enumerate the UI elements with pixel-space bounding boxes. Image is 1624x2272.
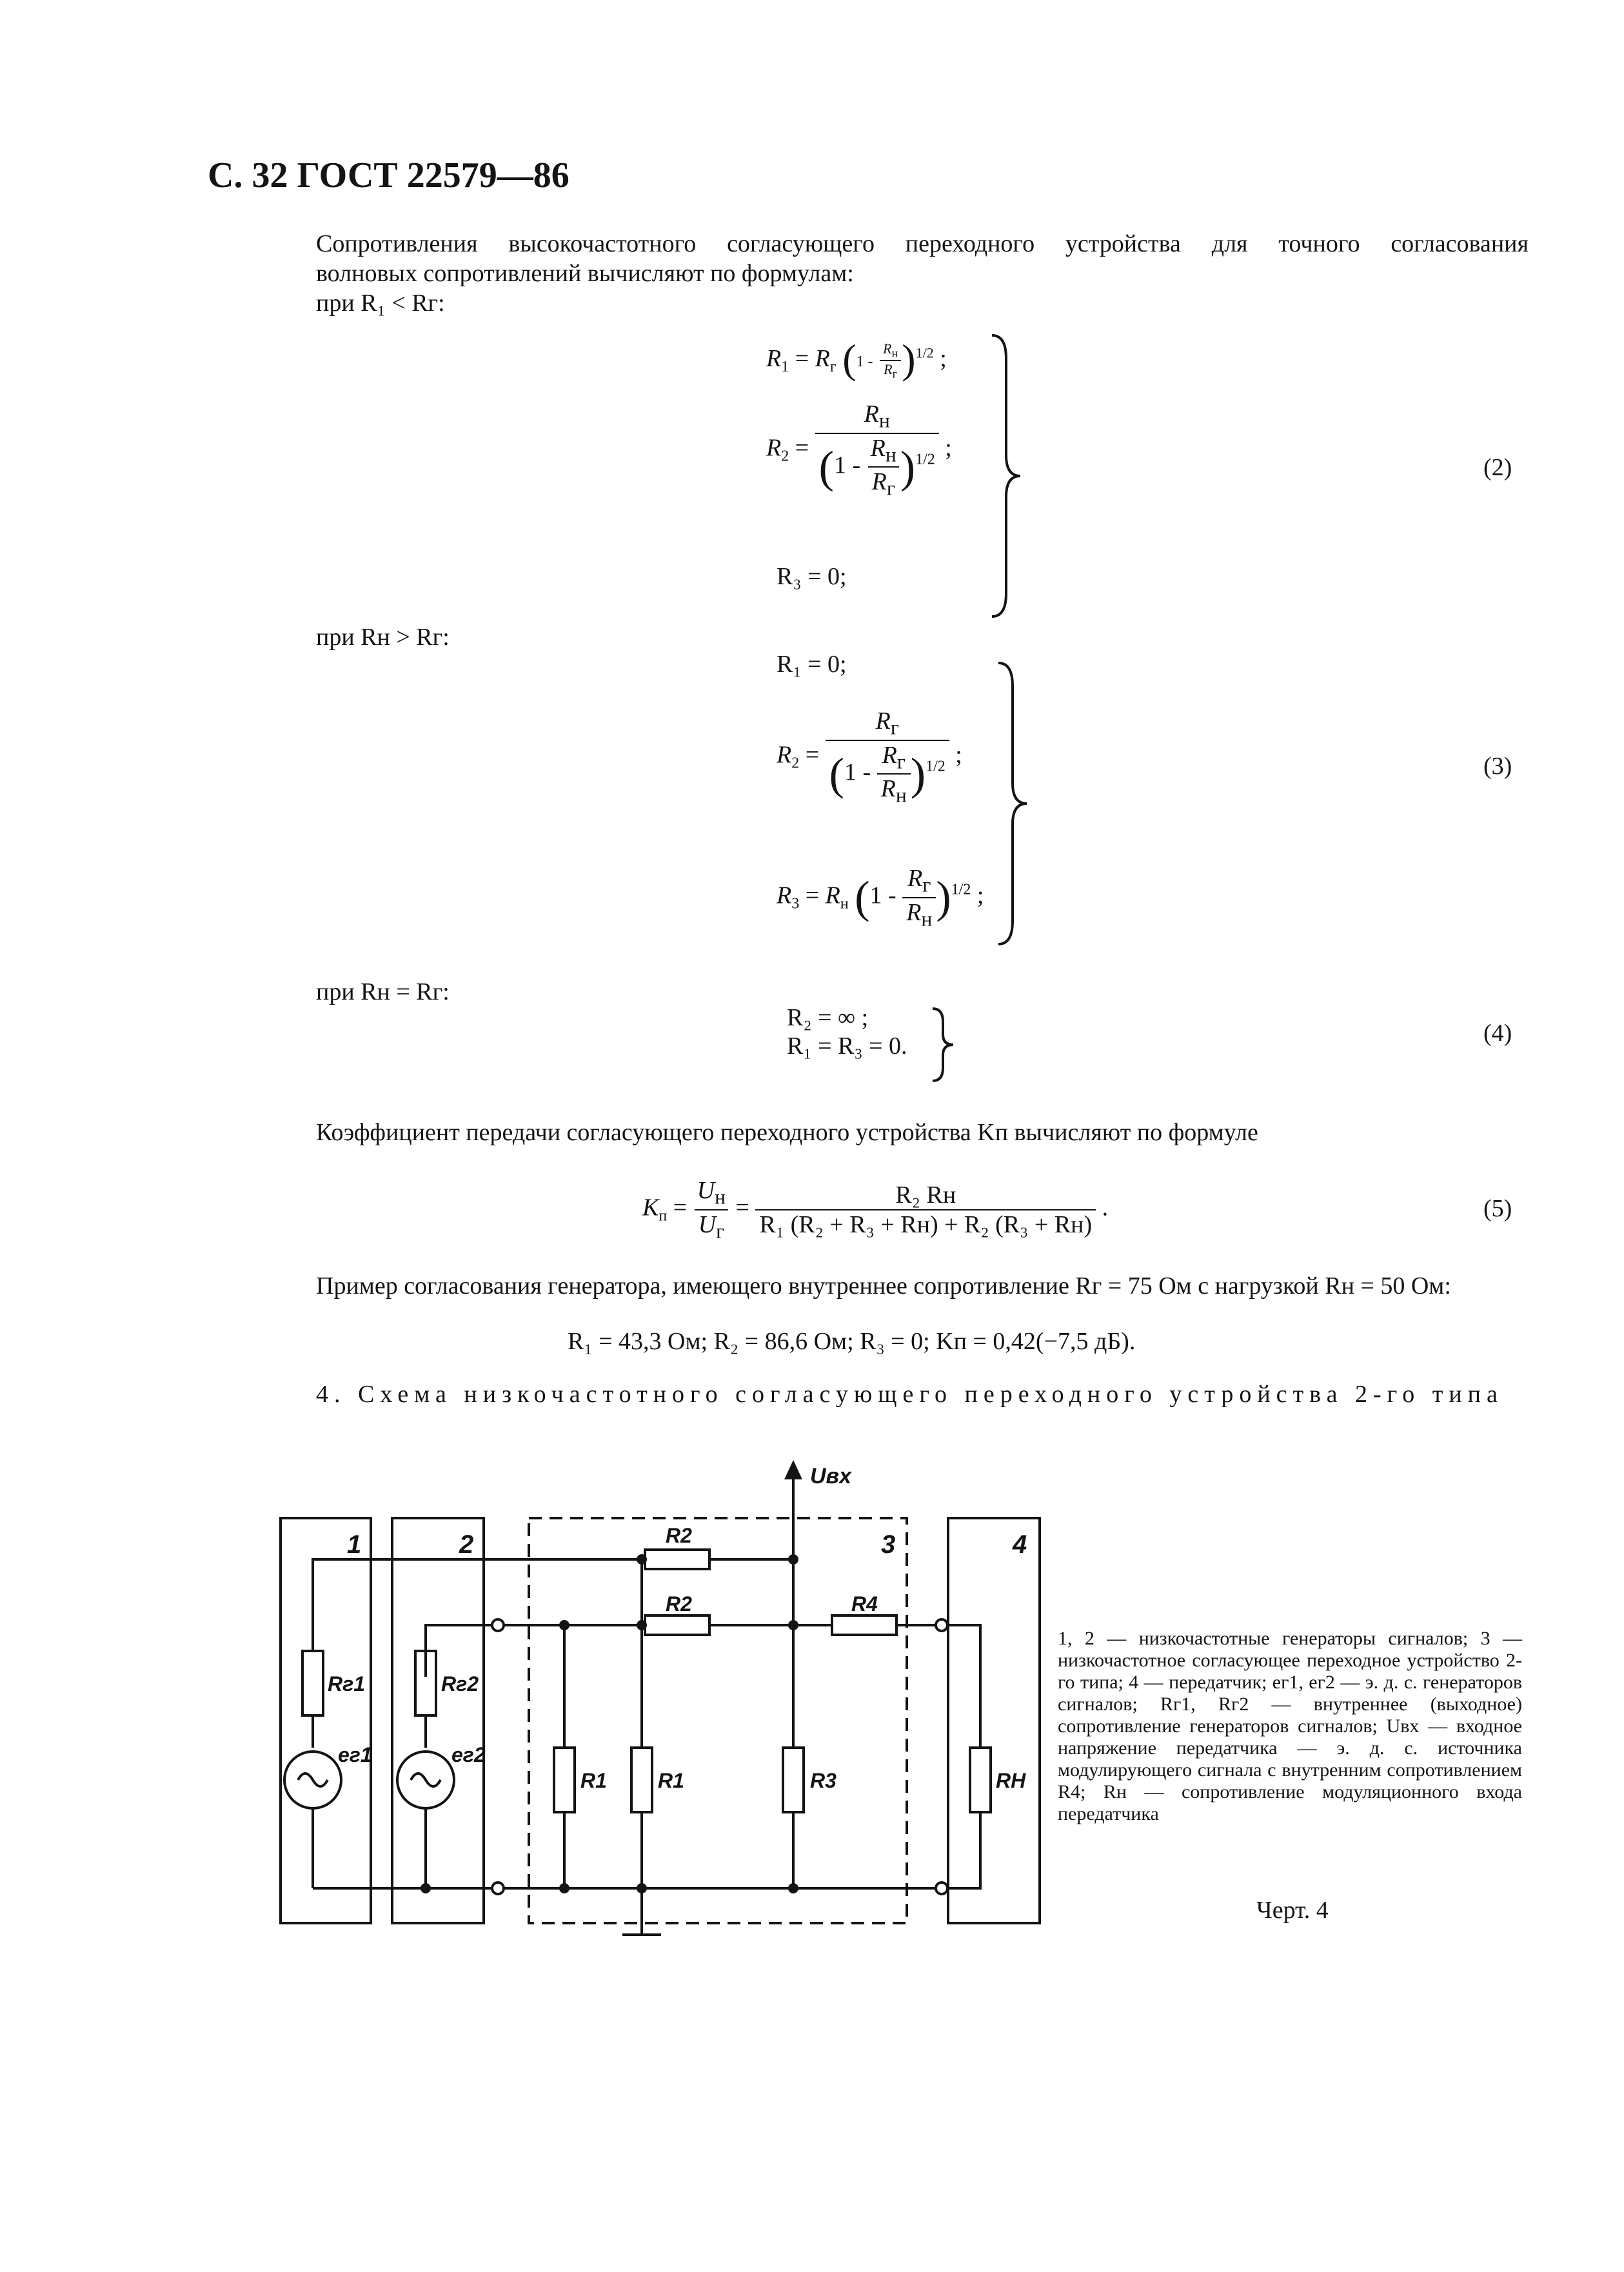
eq2-r3: R₃ = 0; (777, 563, 847, 590)
eq3-r3: $R_3 = R_н$ (1 - $\frac{R_г}{R_н}$ )$^{1/2}$ ; (777, 865, 984, 931)
eq3-number: (3) (1483, 753, 1512, 780)
r2-mid-label: R2 (666, 1592, 692, 1615)
block-3-frame (529, 1518, 907, 1923)
circuit-diagram (271, 1457, 1071, 1961)
rh-resistor (970, 1748, 991, 1812)
figure-number: Черт. 4 (1256, 1897, 1329, 1924)
block-2-frame (392, 1518, 484, 1923)
intro-line-2: волновых сопротивлений вычисляют по формулам: (316, 260, 854, 287)
section-4-title: 4. Схема низкочастотного согласующего переходного устройства 2-го типа (316, 1381, 1503, 1408)
r2-top-label: R2 (666, 1524, 692, 1547)
eq2-r2: $R_2$ = $R_н$ (1 - $\frac{R_н}{R_г}$ )$^{1/2}$ ; (766, 400, 952, 500)
eq3-r2: $R_2$ = $R_г$ (1 - $\frac{R_г}{R_н}$ )$^{1/2}$ ; (777, 707, 962, 807)
eq2-number: (2) (1483, 454, 1512, 481)
eg1-label: eг1 (338, 1743, 372, 1766)
condition-r1-less-rg: при R₁ < Rг: (316, 290, 445, 317)
eq5-formula: $K_п$ = $\frac{U_н}{U_г}$ = $\frac{\text{R₂ Rн}}{\text{R₁ (R₂ + R₃ + Rн) + R₂ (R₃ + Rн)}}$ . (642, 1177, 1109, 1243)
r2-mid-resistor (645, 1615, 709, 1635)
eq4-line-2: R₁ = R₃ = 0. (787, 1032, 907, 1060)
eg2-label: eг2 (451, 1743, 486, 1766)
block-4-frame (948, 1518, 1040, 1923)
kp-text: Коэффициент передачи согласующего переходного устройства Kп вычисляют по формуле (316, 1119, 1258, 1146)
eq3-r1: R₁ = 0; (777, 651, 847, 678)
r1a-resistor (554, 1748, 575, 1812)
block-1-frame (281, 1518, 371, 1923)
r1b-resistor (631, 1748, 652, 1812)
eq2-r1: $R_1 = R_г$ (1 - $\frac{R_н}{R_г}$ )$^{1/2}$ ; (766, 336, 947, 382)
r4-label: R4 (851, 1592, 878, 1615)
eq5-denominator: R₁ (R₂ + R₃ + Rн) + R₂ (R₃ + Rн) (755, 1209, 1096, 1239)
r3-label: R3 (810, 1769, 837, 1792)
eq5-numerator: R₂ Rн (895, 1181, 956, 1209)
eq3-brace (993, 660, 1038, 948)
rg2-label: Rг2 (441, 1672, 479, 1695)
r1b-label: R1 (658, 1769, 684, 1792)
rh-label: RH (996, 1769, 1026, 1792)
intro-line-1: Сопротивления высокочастотного согласующего переходного устройства для точного согласования (316, 230, 1529, 257)
diagram-caption: 1, 2 — низкочастотные генераторы сигналов; 3 — низкочастотное согласующее переходное устройство 2-го типа; 4 — передатчик; eг1, eг2 — э. д. с. генераторов сигналов; Rг1, Rг2 — внутреннее (выходное) сопротивление генераторов сигналов; Uвх — входное напряжение передатчика — э. д. с. источника модулирующего сигнала с внутренним сопротивлением R4; Rн — сопротивление модуляционного входа передатчика (1058, 1628, 1522, 1824)
block-1-label: 1 (347, 1530, 362, 1559)
r4-resistor (832, 1615, 896, 1635)
eq4-number: (4) (1483, 1020, 1512, 1047)
eq4-line-1: R₂ = ∞ ; (787, 1004, 869, 1031)
block-4-label: 4 (1013, 1530, 1027, 1559)
page-header: С. 32 ГОСТ 22579—86 (208, 155, 569, 195)
condition-rh-equal-rg: при Rн = Rг: (316, 978, 450, 1005)
example-values: R₁ = 43,3 Ом; R₂ = 86,6 Ом; R₃ = 0; Kп = 0,42(−7,5 дБ). (568, 1328, 1136, 1355)
rg1-resistor (302, 1651, 323, 1715)
eq5-number: (5) (1483, 1195, 1512, 1222)
block-3-label: 3 (881, 1530, 896, 1559)
block-2-label: 2 (459, 1530, 474, 1559)
condition-rh-greater-rg: при Rн > Rг: (316, 624, 450, 651)
uvx-label: Uвх (810, 1464, 851, 1488)
r1a-label: R1 (580, 1769, 607, 1792)
eq4-brace (929, 1006, 961, 1083)
example-text: Пример согласования генератора, имеющего внутреннее сопротивление Rг = 75 Ом с нагрузкой Rн = 50 Ом: (316, 1272, 1451, 1299)
eq2-brace (987, 333, 1032, 619)
rg1-label: Rг1 (328, 1672, 365, 1695)
r3-resistor (783, 1748, 804, 1812)
r2-top-resistor (645, 1550, 709, 1569)
